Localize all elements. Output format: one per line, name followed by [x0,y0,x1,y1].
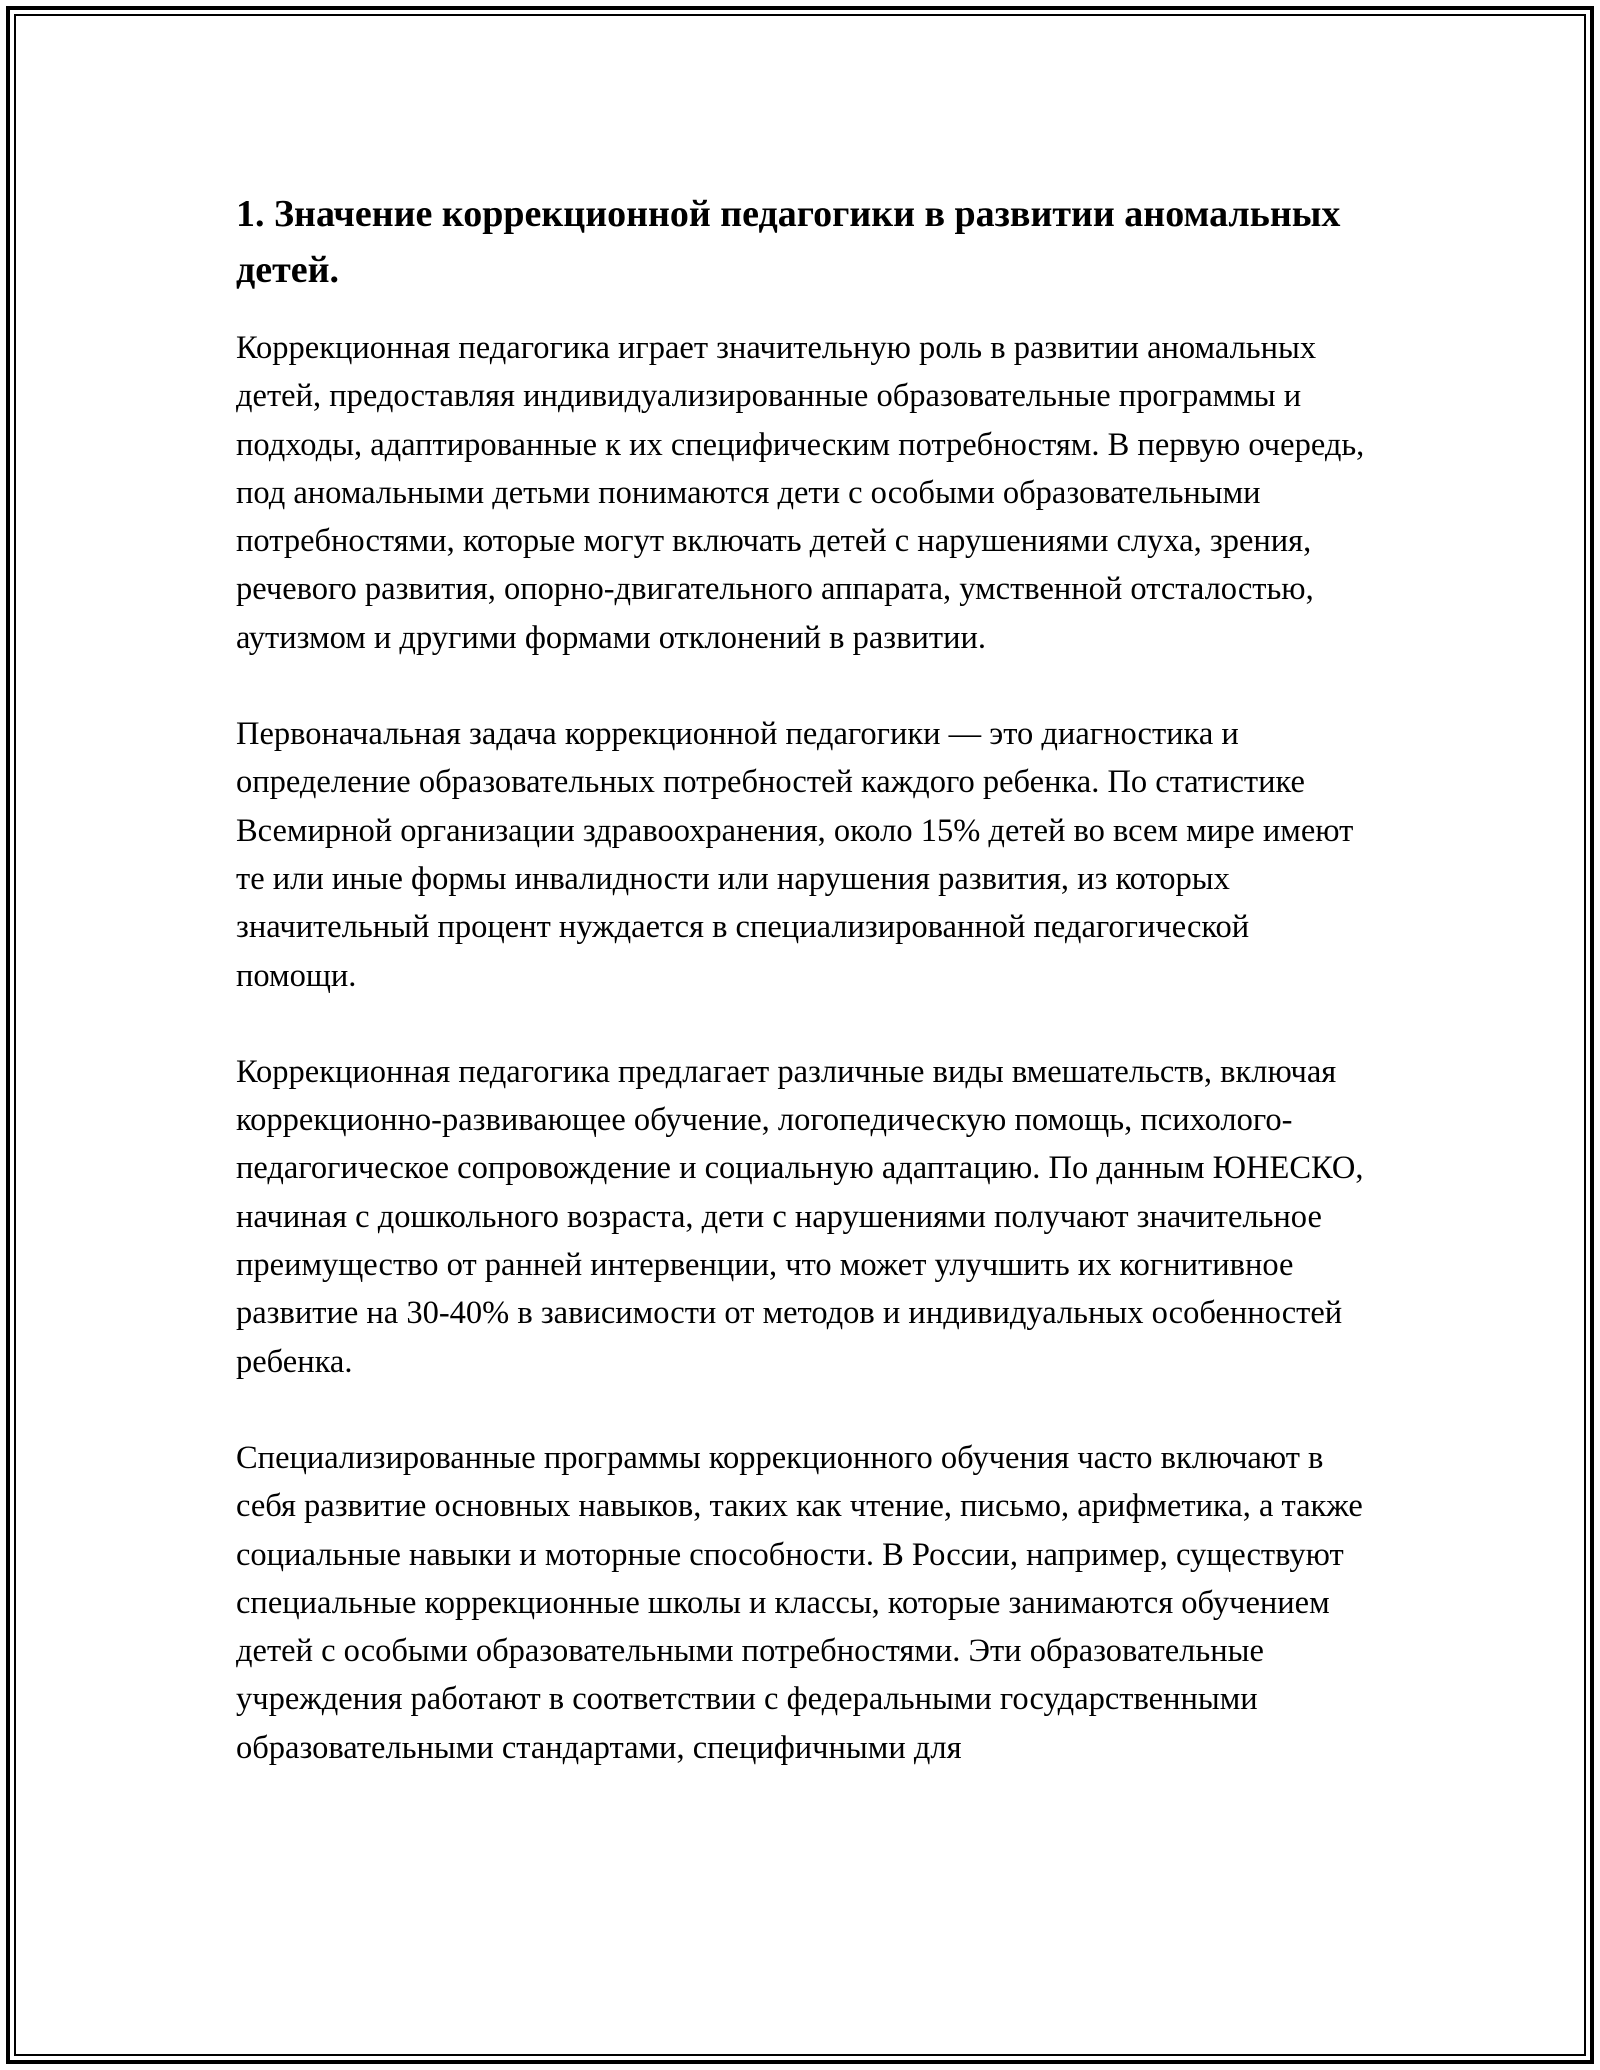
document-body [236,186,1366,1820]
section-heading: 1. Значение коррекционной педагогики в развитии аномальных детей. [236,193,1341,291]
paragraph: Первоначальная задача коррекционной педагогики — это диагностика и определение образовательных потребностей каждого ребенка. По статистике Всемирной организации здравоохранения, около 15% детей во всем мире имеют те или иные формы инвалидности или нарушения развития, из которых значительный процент нуждается в специализированной педагогической помощи. [236,716,1354,994]
paragraph: Специализированные программы коррекционного обучения часто включают в себя развитие основных навыков, таких как чтение, письмо, арифметика, а также социальные навыки и моторные способности. В России, например, существуют специальные коррекционные школы и классы, которые занимаются обучением детей с особыми образовательными потребностями. Эти образовательные учреждения работают в соответствии с федеральными государственными образовательными стандартами, специфичными для [236,1439,1363,1766]
paragraph: Коррекционная педагогика предлагает различные виды вмешательств, включая коррекционно-развивающее обучение, логопедическую помощь, психолого-педагогическое сопровождение и социальную адаптацию. По данным ЮНЕСКО, начиная с дошкольного возраста, дети с нарушениями получают значительное преимущество от ранней интервенции, что может улучшить их когнитивное развитие на 30-40% в зависимости от методов и индивидуальных особенностей ребенка. [236,1053,1364,1380]
paragraph: Коррекционная педагогика играет значительную роль в развитии аномальных детей, предоставляя индивидуализированные образовательные программы и подходы, адаптированные к их специфическим потребностям. В первую очередь, под аномальными детьми понимаются дети с особыми образовательными потребностями, которые могут включать детей с нарушениями слуха, зрения, речевого развития, опорно-двигательного аппарата, умственной отсталостью, аутизмом и другими формами отклонений в развитии. [236,330,1365,656]
